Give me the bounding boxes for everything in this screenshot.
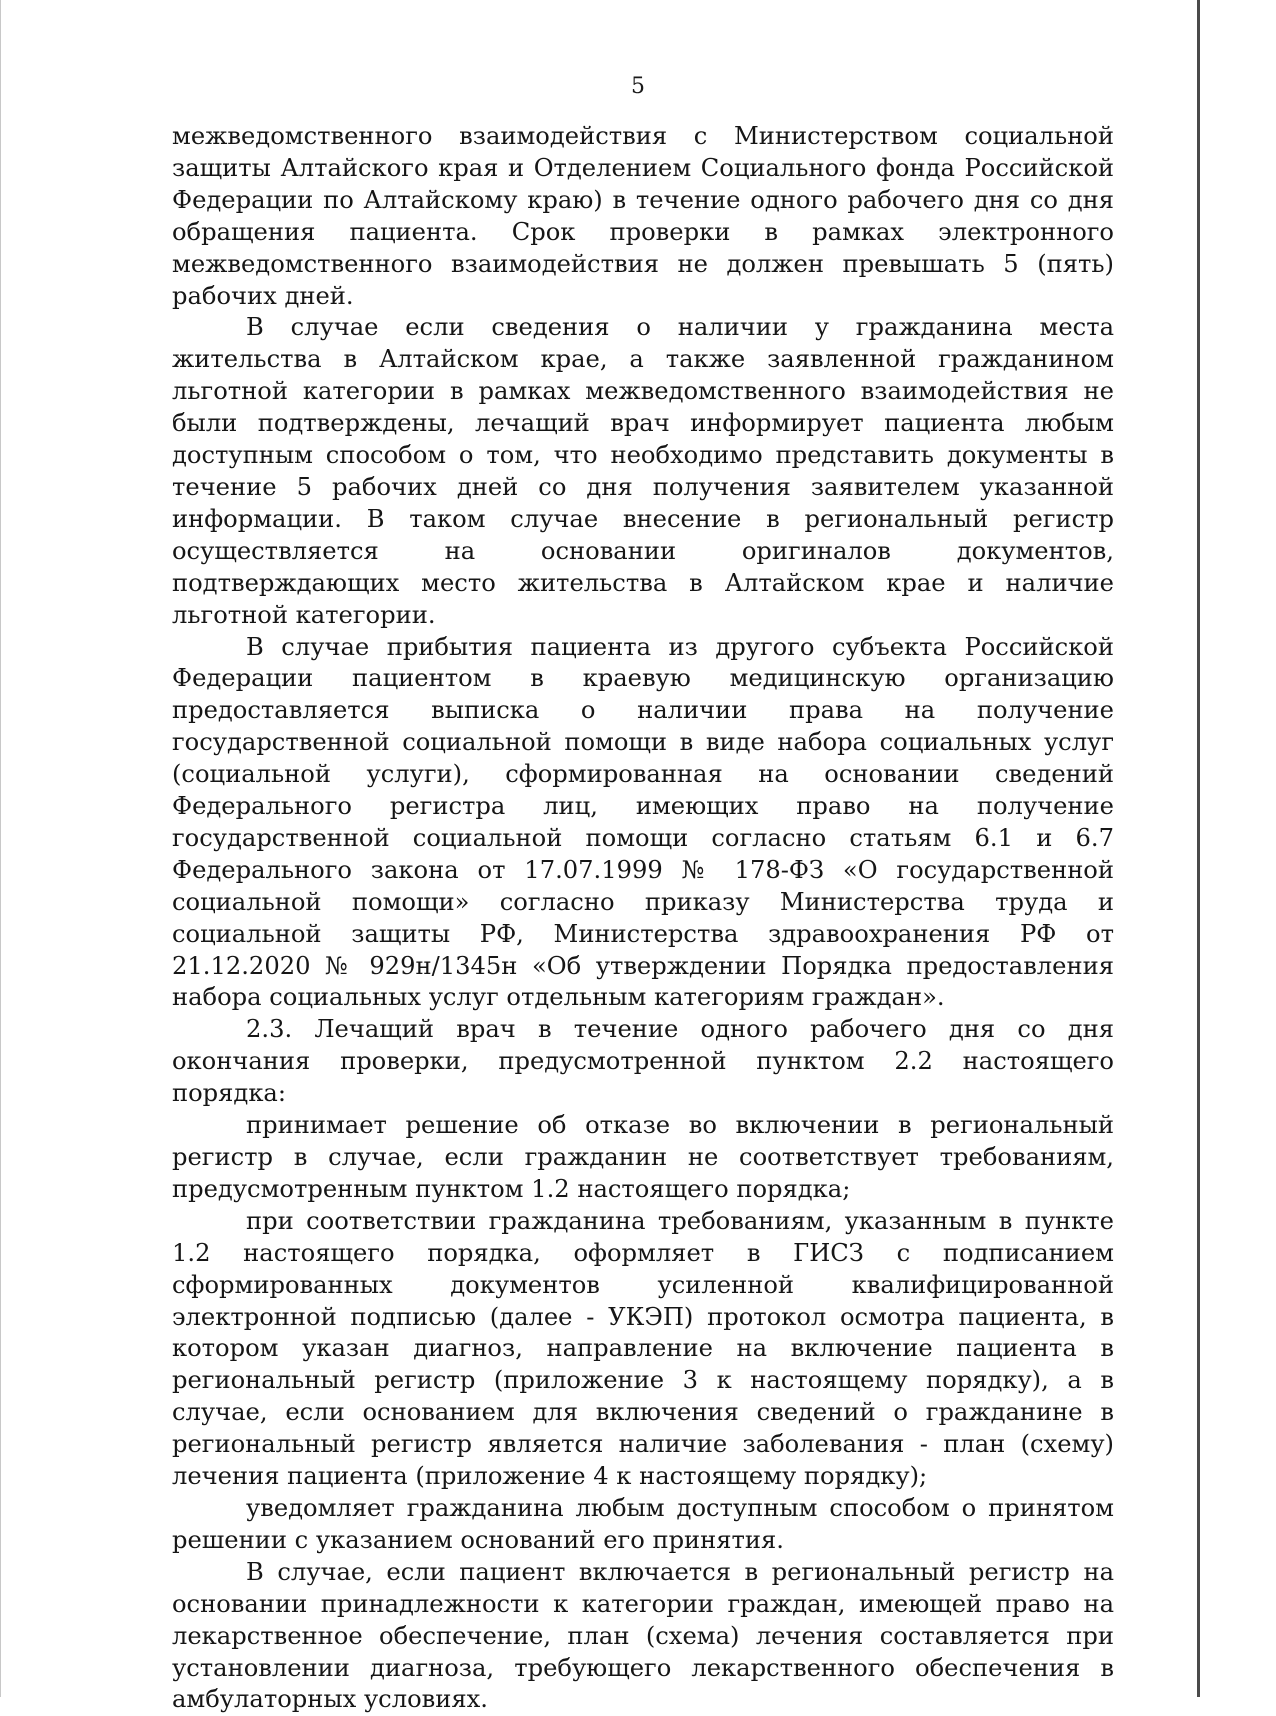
- page-number: 5: [631, 74, 645, 99]
- scan-left-edge: [0, 0, 1, 1697]
- paragraph-treatment-plan: В случае, если пациент включается в региональный регистр на основании принадлежности к категории граждан, имеющей право на лекарственное обеспечение, план (схема) лечения составляется при установлении диагноза, требующего лекарственного обеспечения в амбулаторных условиях.: [172, 1557, 1114, 1714]
- paragraph-clause-2-3: 2.3. Лечащий врач в течение одного рабочего дня со дня окончания проверки, предусмотренной пунктом 2.2 настоящего порядка:: [172, 1015, 1114, 1108]
- paragraph-refusal-decision: принимает решение об отказе во включении в региональный регистр в случае, если гражданин не соответствует требованиям, предусмотренным пунктом 1.2 настоящего порядка;: [172, 1111, 1114, 1203]
- paragraph-other-region-patient: В случае прибытия пациента из другого субъекта Российской Федерации пациентом в краевую медицинскую организацию предоставляется выписка о наличии права на получение государственной социальной помощи в виде набора социальных услуг (социальной услуги), сформированная на основании сведений Федерального регистра лиц, имеющих право на получение государственной социальной помощи согласно статьям 6.1 и 6.7 Федерального закона от 17.07.1999 № 178-ФЗ «О государственной социальной помощи» согласно приказу Министерства труда и социальной защиты РФ, Министерства здравоохранения РФ от 21.12.2020 № 929н/1345н «Об утверждении Порядка предоставления набора социальных услуг отдельным категориям граждан».: [172, 632, 1114, 1012]
- document-body: [172, 121, 1114, 1716]
- paragraph-continuation: межведомственного взаимодействия с Министерством социальной защиты Алтайского края и Отделением Социального фонда Российской Федерации по Алтайскому краю) в течение одного рабочего дня со дня обращения пациента. Срок проверки в рамках электронного межведомственного взаимодействия не должен превышать 5 (пять) рабочих дней.: [172, 122, 1114, 310]
- paragraph-notification: уведомляет гражданина любым доступным способом о принятом решении с указанием оснований его принятия.: [172, 1493, 1114, 1554]
- scan-right-edge: [1197, 0, 1200, 1697]
- paragraph-unconfirmed-data: В случае если сведения о наличии у гражданина места жительства в Алтайском крае, а также заявленной гражданином льготной категории в рамках межведомственного взаимодействия не были подтверждены, лечащий врач информирует пациента любым доступным способом о том, что необходимо представить документы в течение 5 рабочих дней со дня получения заявителем указанной информации. В таком случае внесение в региональный регистр осуществляется на основании оригиналов документов, подтверждающих место жительства в Алтайском крае и наличие льготной категории.: [172, 313, 1114, 629]
- paragraph-gisz-registration: при соответствии гражданина требованиям, указанным в пункте 1.2 настоящего порядка, оформляет в ГИСЗ с подписанием сформированных документов усиленной квалифицированной электронной подписью (далее - УКЭП) протокол осмотра пациента, в котором указан диагноз, направление на включение пациента в региональный регистр (приложение 3 к настоящему порядку), а в случае, если основанием для включения сведений о гражданине в региональный регистр является наличие заболевания - план (схему) лечения пациента (приложение 4 к настоящему порядку);: [172, 1206, 1114, 1491]
